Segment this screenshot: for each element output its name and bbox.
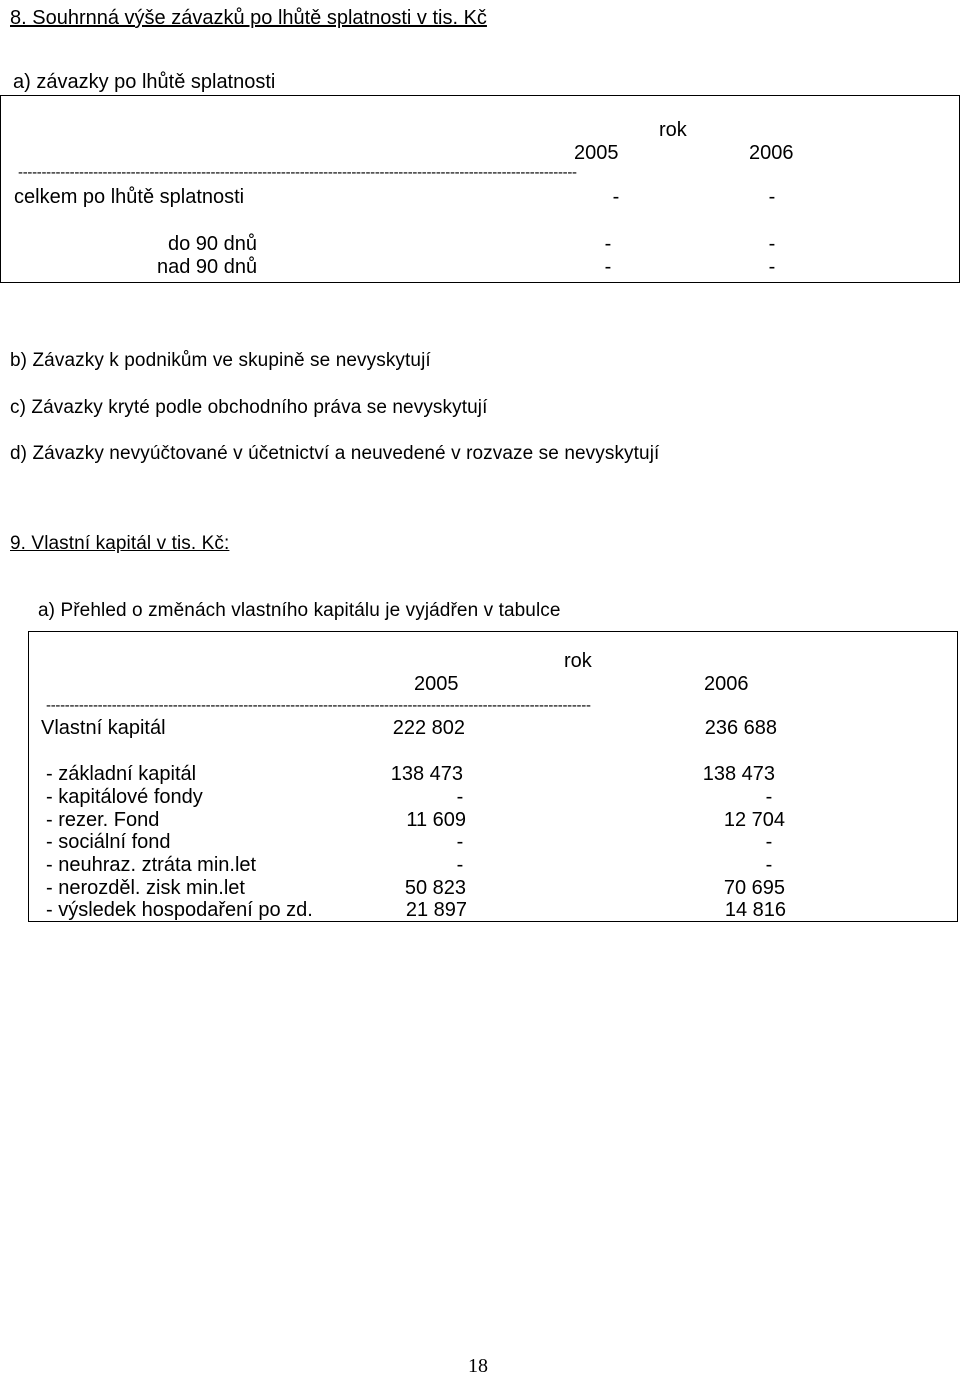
overdue-liabilities-table <box>0 95 960 283</box>
row-value-2006: - <box>768 256 776 278</box>
row-value-2006: - <box>768 233 776 255</box>
row-value-2006: - <box>768 186 776 208</box>
row-value-2006: 70 695 <box>723 877 785 899</box>
row-value-2006: 236 688 <box>704 717 777 739</box>
note-b: b) Závazky k podnikům ve skupině se nevyskytují <box>10 350 431 371</box>
section-8-title: 8. Souhrnná výše závazků po lhůtě splatnosti v tis. Kč <box>10 7 487 29</box>
section-9-subheading-a: a) Přehled o změnách vlastního kapitálu je vyjádřen v tabulce <box>38 600 561 621</box>
row-label-reserve-fund: - rezer. Fond <box>46 809 160 831</box>
row-label-unpaid-loss: - neuhraz. ztráta min.let <box>46 854 257 876</box>
row-value-2005: 21 897 <box>405 899 467 921</box>
row-value-2005: - <box>456 786 464 808</box>
row-value-2005: - <box>456 831 464 853</box>
table-separator: ----------------------------------------------------------------------------------------------------------------------- <box>18 165 577 181</box>
page-number: 18 <box>468 1355 488 1377</box>
section-8-subheading-a: a) závazky po lhůtě splatnosti <box>13 71 276 93</box>
row-value-2006: 14 816 <box>724 899 786 921</box>
row-value-2006: - <box>765 786 773 808</box>
row-label-total-overdue: celkem po lhůtě splatnosti <box>14 186 245 208</box>
row-value-2005: 138 473 <box>390 763 463 785</box>
row-value-2006: - <box>765 831 773 853</box>
row-label-equity-total: Vlastní kapitál <box>41 717 166 739</box>
table-separator: -------------------------------------------------------------------------------------------------------------------- <box>46 698 591 714</box>
row-value-2005: - <box>604 256 612 278</box>
row-label-retained-earnings: - nerozděl. zisk min.let <box>46 877 245 899</box>
equity-table <box>28 631 958 922</box>
row-value-2005: 222 802 <box>392 717 465 739</box>
row-value-2005: 11 609 <box>406 809 466 831</box>
row-value-2005: - <box>604 233 612 255</box>
column-header-2005: 2005 <box>574 142 619 164</box>
row-value-2005: - <box>456 854 464 876</box>
note-c: c) Závazky kryté podle obchodního práva se nevyskytují <box>10 397 488 418</box>
row-label-net-result: - výsledek hospodaření po zd. <box>46 899 313 921</box>
table-group-header: rok <box>659 119 687 141</box>
row-value-2006: 12 704 <box>723 809 785 831</box>
column-header-2005: 2005 <box>414 673 459 695</box>
row-label-share-capital: - základní kapitál <box>46 763 197 785</box>
row-label-capital-funds: - kapitálové fondy <box>46 786 203 808</box>
row-label-social-fund: - sociální fond <box>46 831 171 853</box>
note-d: d) Závazky nevyúčtované v účetnictví a neuvedené v rozvaze se nevyskytují <box>10 443 660 464</box>
section-9-title: 9. Vlastní kapitál v tis. Kč: <box>10 533 230 554</box>
row-value-2005: - <box>612 186 620 208</box>
table-group-header: rok <box>564 650 592 672</box>
row-label-up-to-90-days: do 90 dnů <box>168 233 257 255</box>
row-value-2006: - <box>765 854 773 876</box>
row-label-over-90-days: nad 90 dnů <box>157 256 258 278</box>
row-value-2005: 50 823 <box>404 877 466 899</box>
row-value-2006: 138 473 <box>702 763 775 785</box>
column-header-2006: 2006 <box>749 142 794 164</box>
column-header-2006: 2006 <box>704 673 749 695</box>
